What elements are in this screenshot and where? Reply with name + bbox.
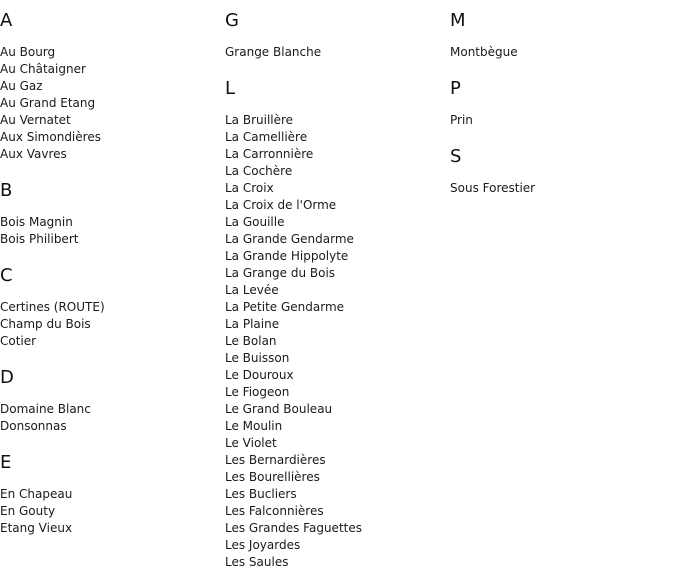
street-name: Les Joyardes <box>225 538 301 552</box>
section-letter-heading: G <box>225 10 239 31</box>
street-name: Montbègue <box>450 45 518 59</box>
section-letter-heading: B <box>0 180 13 201</box>
street-name: Grange Blanche <box>225 45 322 59</box>
street-name: Sous Forestier <box>450 181 536 195</box>
street-list <box>225 112 445 571</box>
street-name: Le Fiogeon <box>225 385 290 399</box>
letter-section <box>225 78 445 571</box>
street-list <box>225 44 445 61</box>
street-name: La Carronnière <box>225 147 314 161</box>
street-list <box>0 401 220 435</box>
street-list <box>0 299 220 350</box>
street-name: Les Grandes Faguettes <box>225 521 362 535</box>
street-name: Donsonnas <box>0 419 67 433</box>
letter-section <box>450 146 670 197</box>
street-name: Bois Philibert <box>0 232 79 246</box>
street-list <box>0 486 220 537</box>
letter-section <box>0 265 220 350</box>
section-letter-heading: A <box>0 10 13 31</box>
street-name: Au Châtaigner <box>0 62 86 76</box>
street-name: Les Falconnières <box>225 504 324 518</box>
street-name: Le Grand Bouleau <box>225 402 333 416</box>
street-name: Etang Vieux <box>0 521 73 535</box>
letter-section <box>0 10 220 163</box>
street-name: La Levée <box>225 283 279 297</box>
street-name: Le Douroux <box>225 368 294 382</box>
letter-section <box>0 367 220 435</box>
street-name: La Bruillère <box>225 113 294 127</box>
street-name: Le Moulin <box>225 419 283 433</box>
street-name: La Plaine <box>225 317 280 331</box>
street-name: Le Violet <box>225 436 277 450</box>
section-letter-heading: P <box>450 78 461 99</box>
index-column <box>225 10 445 588</box>
letter-section <box>0 180 220 248</box>
index-column <box>0 10 220 554</box>
street-name: Aux Vavres <box>0 147 67 161</box>
street-name: Les Saules <box>225 555 289 569</box>
street-name: Les Bucliers <box>225 487 297 501</box>
street-name: La Petite Gendarme <box>225 300 345 314</box>
index-column <box>450 10 670 214</box>
street-name: Bois Magnin <box>0 215 73 229</box>
street-list <box>450 44 670 61</box>
street-name: Au Vernatet <box>0 113 71 127</box>
street-name: La Grande Gendarme <box>225 232 354 246</box>
section-letter-heading: S <box>450 146 462 167</box>
street-list <box>0 214 220 248</box>
street-name: La Grange du Bois <box>225 266 336 280</box>
street-name: Au Grand Etang <box>0 96 96 110</box>
section-letter-heading: E <box>0 452 12 473</box>
street-name: La Grande Hippolyte <box>225 249 349 263</box>
street-list <box>450 112 670 129</box>
street-name: Aux Simondières <box>0 130 101 144</box>
street-name: Les Bourellières <box>225 470 320 484</box>
letter-section <box>225 10 445 61</box>
street-name: La Camellière <box>225 130 308 144</box>
street-name: La Croix de l'Orme <box>225 198 337 212</box>
street-name: Prin <box>450 113 473 127</box>
street-name: La Croix <box>225 181 274 195</box>
letter-section <box>450 10 670 61</box>
street-name: La Cochère <box>225 164 293 178</box>
section-letter-heading: C <box>0 265 13 286</box>
section-letter-heading: D <box>0 367 14 388</box>
section-letter-heading: L <box>225 78 236 99</box>
street-name: Champ du Bois <box>0 317 91 331</box>
street-name: En Gouty <box>0 504 56 518</box>
street-name: La Gouille <box>225 215 285 229</box>
street-name: Certines (ROUTE) <box>0 300 105 314</box>
letter-section <box>0 452 220 537</box>
street-name: Domaine Blanc <box>0 402 91 416</box>
street-name: Cotier <box>0 334 37 348</box>
street-list <box>450 180 670 197</box>
street-name: Au Gaz <box>0 79 43 93</box>
street-name: En Chapeau <box>0 487 73 501</box>
letter-section <box>450 78 670 129</box>
street-name: Le Bolan <box>225 334 277 348</box>
street-name: Les Bernardières <box>225 453 326 467</box>
street-list <box>0 44 220 163</box>
street-name: Le Buisson <box>225 351 290 365</box>
street-name: Au Bourg <box>0 45 56 59</box>
section-letter-heading: M <box>450 10 466 31</box>
